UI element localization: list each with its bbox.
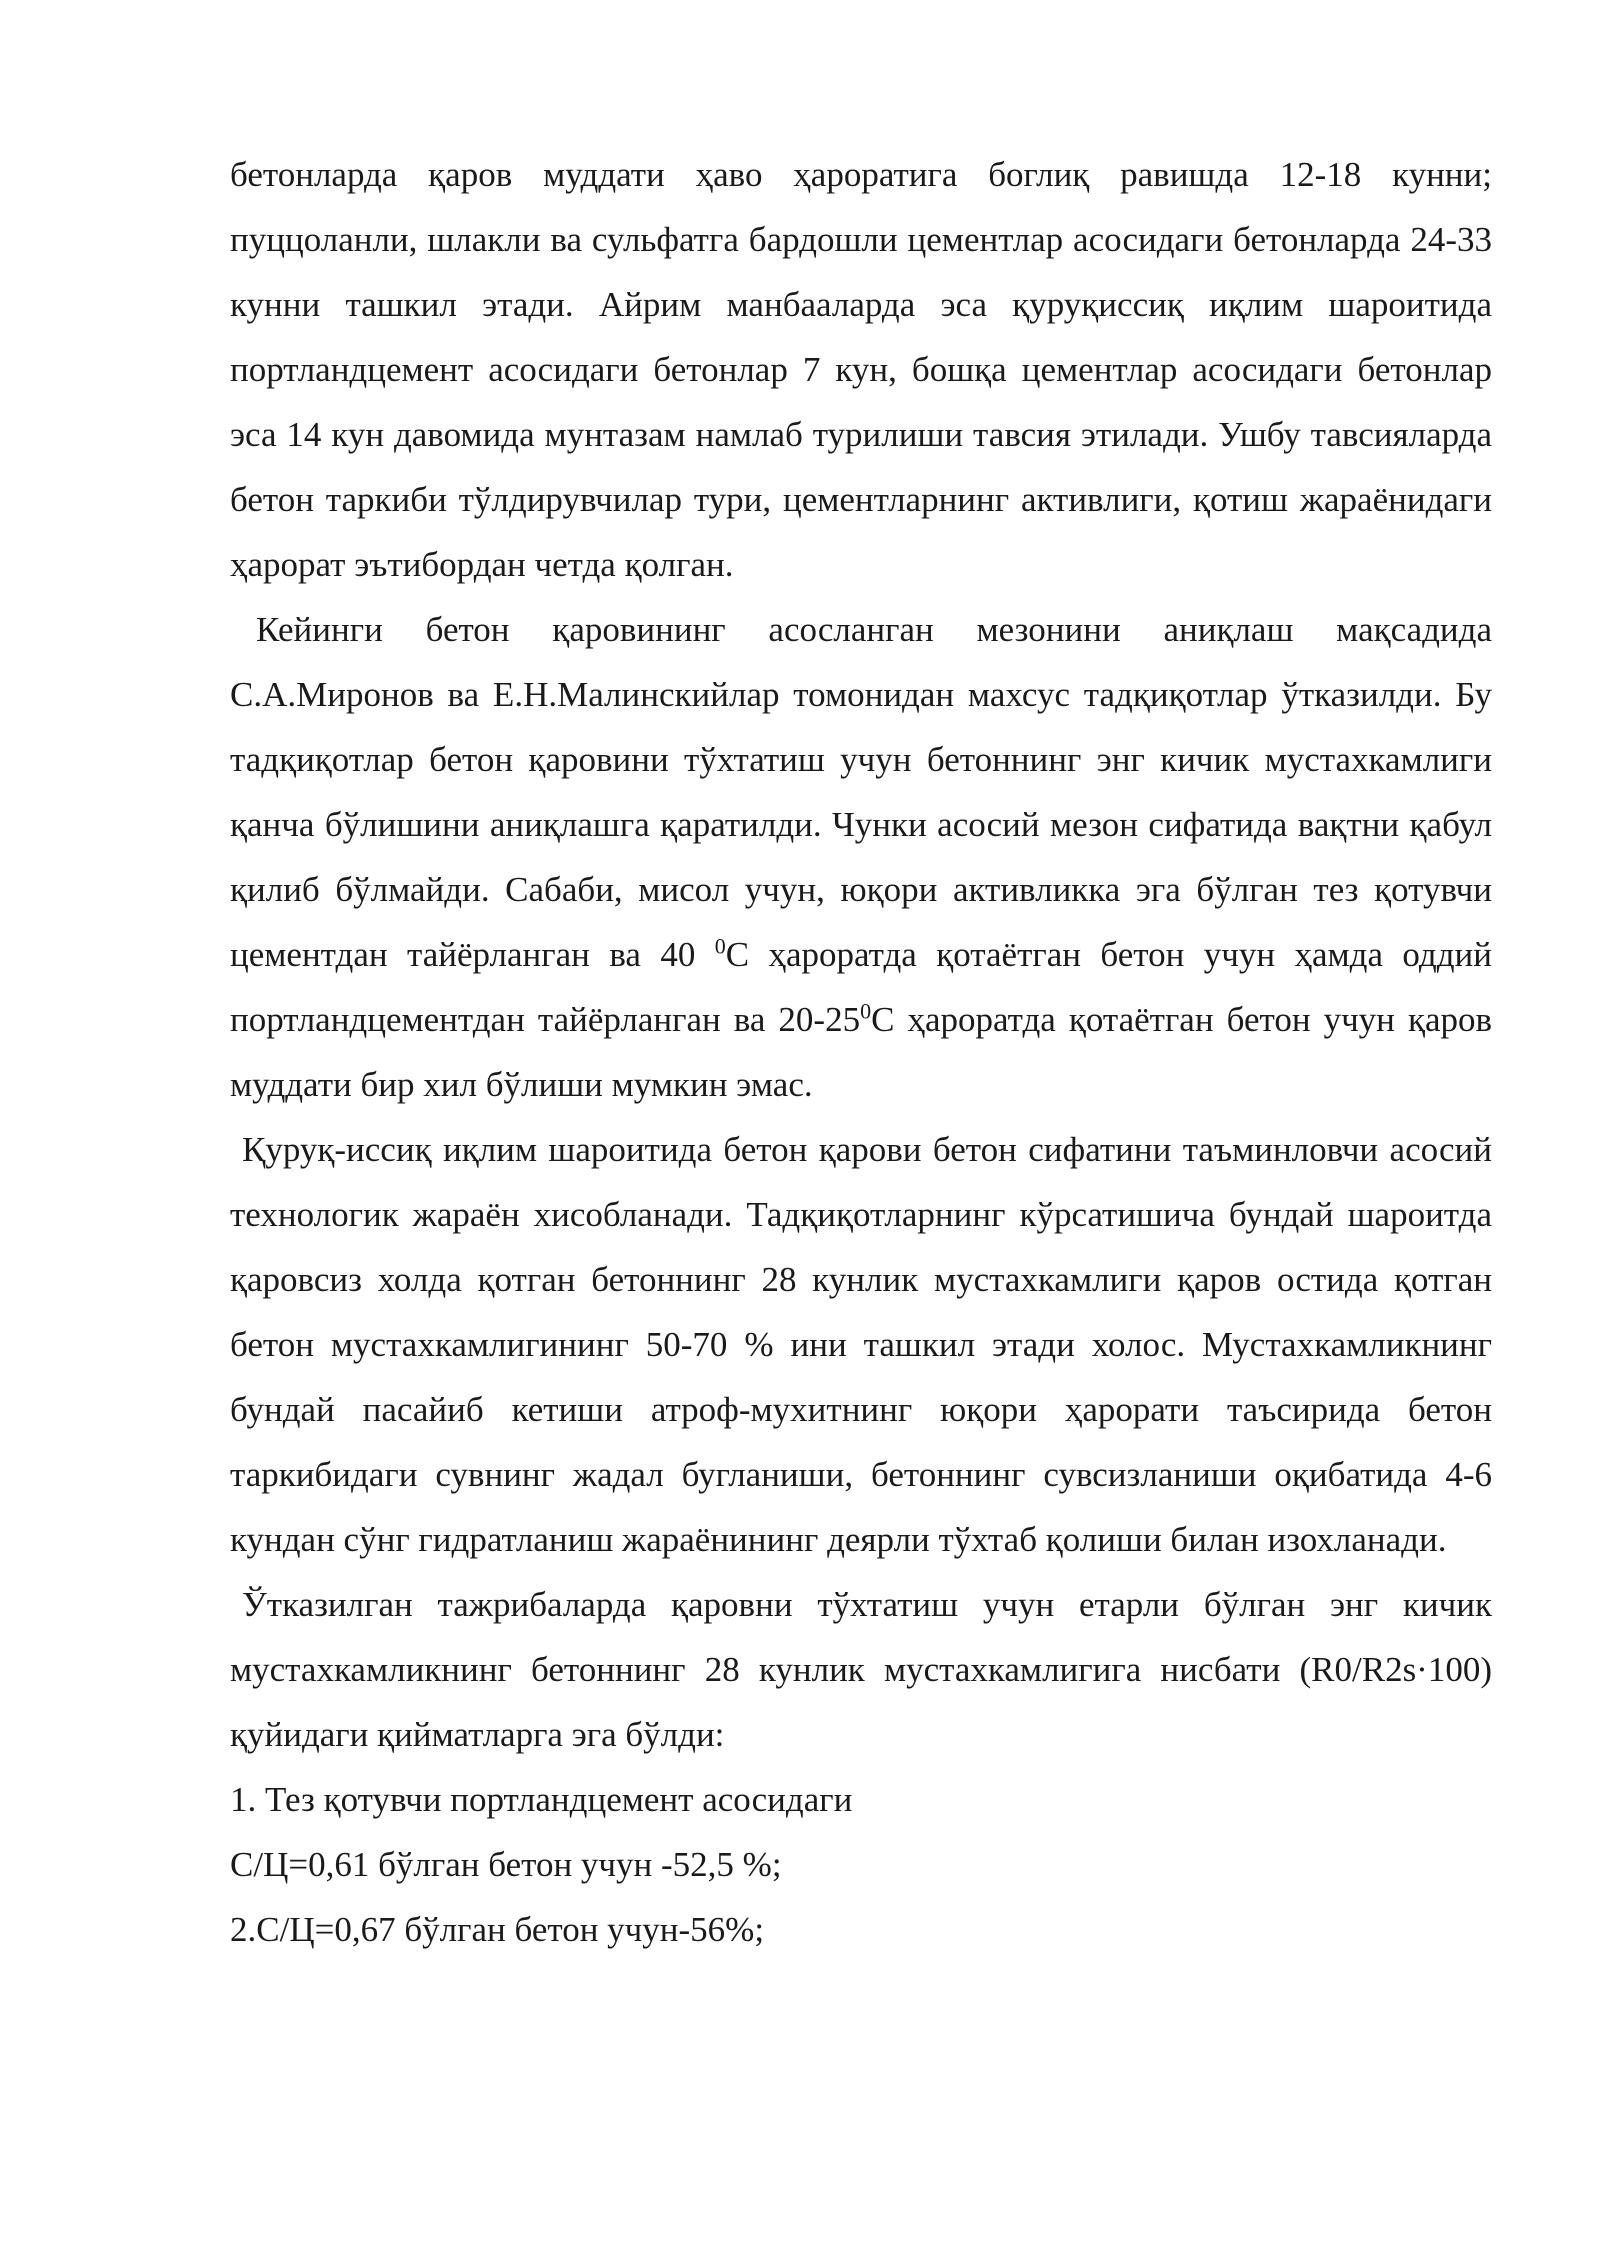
paragraph-4: Ўтказилган тажрибаларда қаровни тўхтатиш учун етарли бўлган энг кичик мустахкамликнинг бетоннинг 28 кунлик мустахкамлигига нисбати (R0/R2s·100) қуйидаги қийматларга эга бўлди: <box>230 1585 1492 1754</box>
list-line-3: 2.С/Ц=0,67 бўлган бетон учун-56%; <box>230 1910 765 1949</box>
paragraph-2-part-1: Кейинги бетон қаровининг асосланган мезонини аниқлаш мақсадида С.А.Миронов ва Е.Н.Малинскийлар томонидан махсус тадқиқотлар ўтказилди. Бу тадқиқотлар бетон қаровини тўхтатиш учун бетоннинг энг кичик мустахкамлиги қанча бўлишини аниқлашга қаратилди. Чунки асосий мезон сифатида вақтни қабул қилиб бўлмайди. Сабаби, мисол учун, юқори активликка эга бўлган тез қотувчи цементдан тайёрланган ва 40 <box>230 610 1492 974</box>
degree-superscript-2: 0 <box>860 998 872 1024</box>
paragraph-2 <box>230 597 1492 1117</box>
degree-superscript-1: 0 <box>714 933 726 959</box>
paragraph-2-part-2: С ҳароратда қотаётган бетон учун ҳамда оддий портландцементдан тайёрланган ва 20-25 <box>230 935 1492 1039</box>
list-line-2: С/Ц=0,61 бўлган бетон учун -52,5 %; <box>230 1845 782 1884</box>
paragraph-3: Қуруқ-иссиқ иқлим шароитида бетон қарови бетон сифатини таъминловчи асосий технологик жараён хисобланади. Тадқиқотларнинг кўрсатишича бундай шароитда қаровсиз холда қотган бетоннинг 28 кунлик мустахкамлиги қаров остида қотган бетон мустахкамлигининг 50-70 % ини ташкил этади холос. Мустахкамликнинг бундай пасайиб кетиши атроф-мухитнинг юқори ҳарорати таъсирида бетон таркибидаги сувнинг жадал бугланиши, бетоннинг сувсизланиши оқибатида 4-6 кундан сўнг гидратланиш жараёнининг деярли тўхтаб қолиши билан изохланади. <box>230 1130 1492 1559</box>
paragraph-1: бетонларда қаров муддати ҳаво ҳароратига боглиқ равишда 12-18 кунни; пуццоланли, шлакли ва сульфатга бардошли цементлар асосидаги бетонларда 24-33 кунни ташкил этади. Айрим манбааларда эса қуруқиссиқ иқлим шароитида портландцемент асосидаги бетонлар 7 кун, бошқа цементлар асосидаги бетонлар эса 14 кун давомида мунтазам намлаб турилиши тавсия этилади. Ушбу тавсияларда бетон таркиби тўлдирувчилар тури, цементларнинг активлиги, қотиш жараёнидаги ҳарорат эътибордан четда қолган. <box>230 155 1492 584</box>
paragraph-2-part-3: С ҳароратда қотаётган бетон учун қаров муддати бир хил бўлиши мумкин эмас. <box>230 1000 1493 1104</box>
list-line-1: 1. Тез қотувчи портландцемент асосидаги <box>230 1780 853 1819</box>
document-body <box>230 142 1492 1962</box>
